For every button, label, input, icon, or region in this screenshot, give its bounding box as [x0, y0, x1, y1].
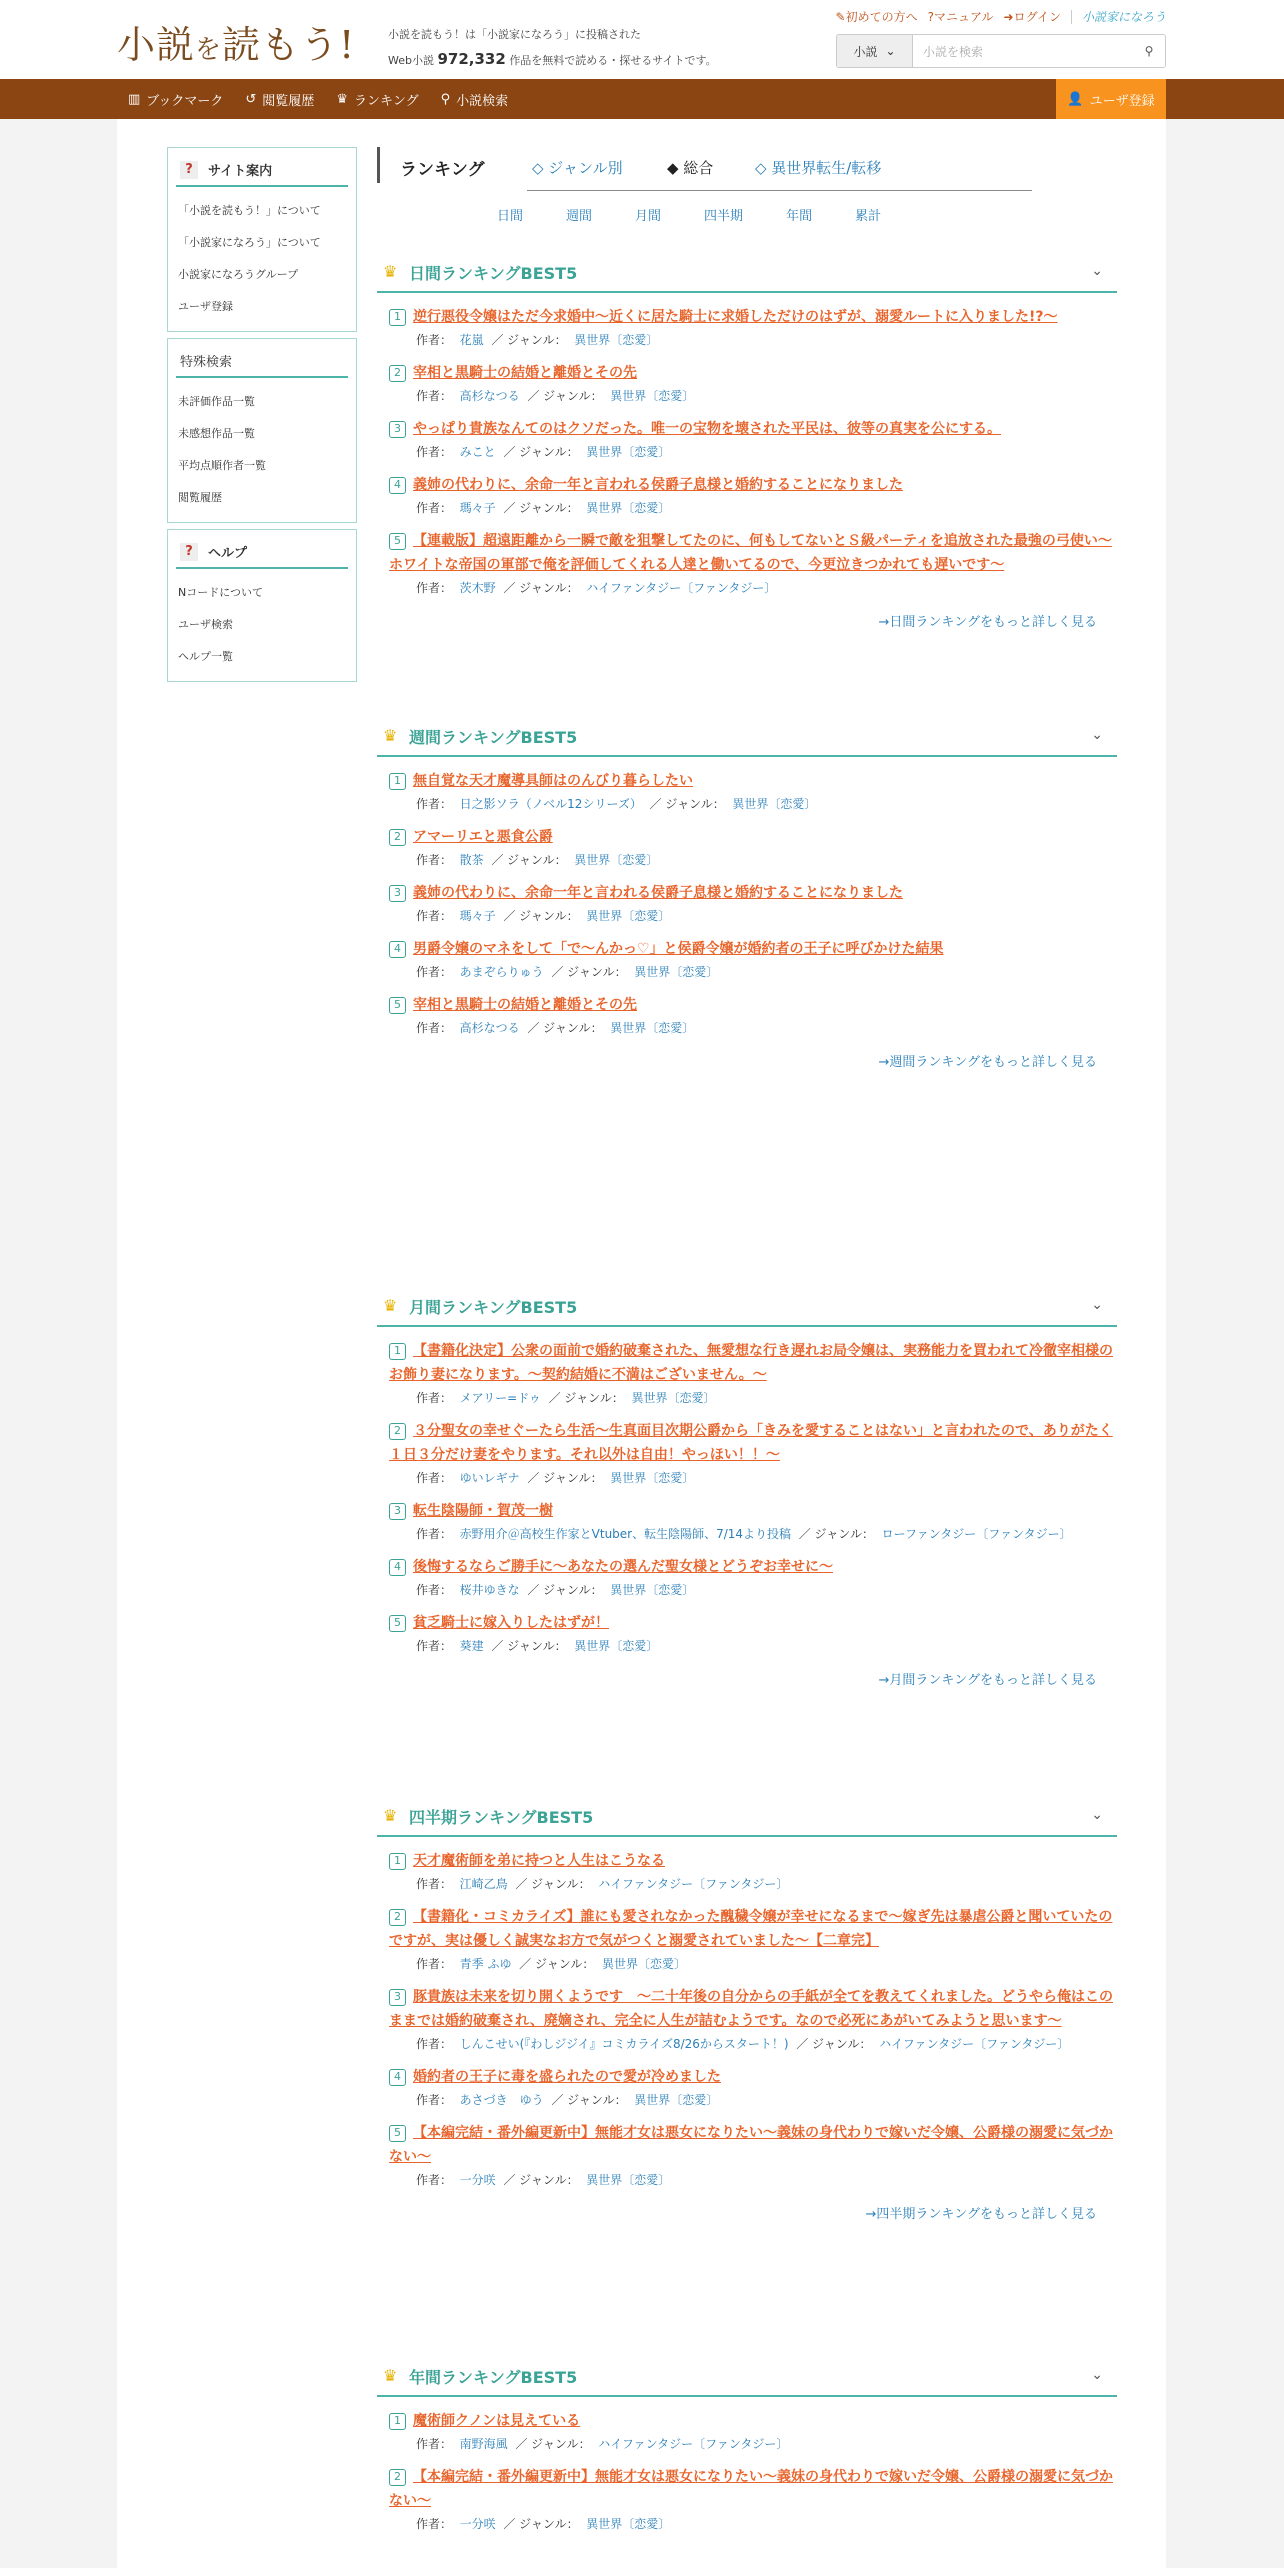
novel-title-link[interactable]: 3 転生陰陽師・賀茂一樹	[389, 1499, 1117, 1523]
section-title: 月間ランキングBEST5	[409, 1297, 578, 1317]
rank-number: 2	[389, 1423, 406, 1440]
novel-title-link[interactable]: 1 【書籍化決定】公衆の面前で婚約破棄された、無愛想な行き遅れお局令嬢は、実務能力を買われて冷徹宰相様のお飾り妻になります。～契約結婚に不満はございません。～	[389, 1343, 1113, 1383]
sidebar-special	[167, 338, 357, 523]
author-link[interactable]: 一分咲	[459, 2173, 496, 2187]
site-header	[0, 0, 1284, 79]
genre-link[interactable]: 異世界〔恋愛〕	[634, 2093, 719, 2107]
novel-title-link[interactable]: 3 やっぱり貴族なんてのはクソだった。唯一の宝物を壊された平民は、彼等の真実を公にする。	[389, 417, 1117, 441]
author-link[interactable]: 瑪々子	[459, 501, 496, 515]
search-input[interactable]: 小説を検索	[913, 35, 1133, 67]
rank-number: 3	[389, 421, 406, 438]
desc-line1: 小説を読もう！は「小説家になろう」に投稿された	[388, 28, 641, 41]
section-title: 年間ランキングBEST5	[409, 2367, 578, 2387]
ranking-section	[377, 1287, 1117, 1688]
novel-title-link[interactable]: 3 義姉の代わりに、余命一年と言われる侯爵子息様と婚約することになりました	[389, 881, 1117, 905]
period-weekly[interactable]: 週間	[566, 209, 593, 224]
rank-number: 2	[389, 2469, 406, 2486]
list-item	[377, 825, 1117, 871]
novel-meta: 作者： 瑪々子 ／ ジャンル： 異世界〔恋愛〕	[416, 501, 671, 515]
tab-overall[interactable]: ◆ 総合	[667, 159, 714, 177]
list-item	[377, 1905, 1117, 1975]
list-item	[377, 1985, 1117, 2055]
search-button[interactable]	[1133, 35, 1165, 67]
rank-number: 1	[389, 1853, 406, 1870]
author-link[interactable]: みこと	[459, 445, 496, 459]
novel-title-link[interactable]: 5 【連載版】超遠距離から一瞬で敵を狙撃してたのに、何もしてないとＳ級パーティを追放された最強の弓使い～ホワイトな帝国の軍部で俺を評価してくれる人達と働いてるので、今更泣きつかれても遅いです～	[389, 533, 1112, 573]
genre-link[interactable]: 異世界〔恋愛〕	[732, 797, 817, 811]
section-title: 週間ランキングBEST5	[409, 727, 578, 747]
sidebar-link[interactable]: 未感想作品一覧	[178, 427, 255, 440]
novel-meta: 作者： 葵建 ／ ジャンル： 異世界〔恋愛〕	[416, 1639, 659, 1653]
novel-meta: 作者： 桜井ゆきな ／ ジャンル： 異世界〔恋愛〕	[416, 1583, 695, 1597]
genre-link[interactable]: 異世界〔恋愛〕	[574, 853, 659, 867]
main-container	[117, 119, 1166, 2568]
tab-isekai[interactable]: ◇ 異世界転生/転移	[755, 159, 882, 177]
chevron-down-icon[interactable]: ⌄	[1091, 2367, 1103, 2383]
ranking-header	[377, 147, 1097, 193]
list-item	[377, 1611, 1117, 1657]
novel-title-link[interactable]: 2 【本編完結・番外編更新中】無能才女は悪女になりたい～義妹の身代わりで嫁いだ令嬢、公爵様の溺愛に気づかない～	[389, 2469, 1113, 2509]
sidebar-guide	[167, 147, 357, 332]
genre-link[interactable]: 異世界〔恋愛〕	[586, 909, 671, 923]
author-link[interactable]: 散茶	[459, 853, 484, 867]
more-link[interactable]: →四半期ランキングをもっと詳しく見る	[865, 2207, 1097, 2222]
novel-meta: 作者： 青季 ふゆ ／ ジャンル： 異世界〔恋愛〕	[416, 1957, 687, 1971]
genre-link[interactable]: 異世界〔恋愛〕	[610, 389, 695, 403]
rank-number: 2	[389, 1909, 406, 1926]
list-icon: ▥	[128, 91, 141, 107]
sidebar-link[interactable]: 未評価作品一覧	[178, 395, 255, 408]
rank-number: 4	[389, 477, 406, 494]
list-item	[377, 1499, 1117, 1545]
chevron-down-icon[interactable]: ⌄	[1091, 727, 1103, 743]
nav-bookmark[interactable]: ▥ ブックマーク	[128, 91, 224, 109]
novel-meta: 作者： 日之影ソラ（ノベル12シリーズ） ／ ジャンル： 異世界〔恋愛〕	[416, 797, 817, 811]
genre-link[interactable]: 異世界〔恋愛〕	[610, 1021, 695, 1035]
list-item	[377, 1849, 1117, 1895]
rank-number: 1	[389, 773, 406, 790]
section-header[interactable]	[377, 717, 1117, 757]
rank-number: 3	[389, 1989, 406, 2006]
list-item	[377, 993, 1117, 1039]
section-header[interactable]	[377, 2357, 1117, 2397]
novel-meta: 作者： 散茶 ／ ジャンル： 異世界〔恋愛〕	[416, 853, 659, 867]
novel-title-link[interactable]: 5 【本編完結・番外編更新中】無能才女は悪女になりたい～義妹の身代わりで嫁いだ令嬢、公爵様の溺愛に気づかない～	[389, 2125, 1113, 2165]
genre-link[interactable]: 異世界〔恋愛〕	[586, 445, 671, 459]
sidebar-link[interactable]: ユーザ検索	[178, 618, 233, 631]
genre-link[interactable]: 異世界〔恋愛〕	[634, 965, 719, 979]
rank-number: 4	[389, 1559, 406, 1576]
main-nav	[0, 79, 1284, 119]
page-title: ランキング	[400, 160, 485, 180]
more-link[interactable]: →週間ランキングをもっと詳しく見る	[878, 1055, 1097, 1070]
genre-link[interactable]: 異世界〔恋愛〕	[586, 2517, 671, 2531]
author-link[interactable]: 青季 ふゆ	[459, 1957, 512, 1971]
sidebar-help	[167, 529, 357, 682]
sidebar-link[interactable]: ヘルプ一覧	[178, 650, 233, 663]
genre-link[interactable]: 異世界〔恋愛〕	[602, 1957, 687, 1971]
novel-meta: 作者： 高杉なつる ／ ジャンル： 異世界〔恋愛〕	[416, 389, 695, 403]
author-link[interactable]: 葵建	[459, 1639, 484, 1653]
novel-meta: 作者： ゆいレギナ ／ ジャンル： 異世界〔恋愛〕	[416, 1471, 695, 1485]
ranking-section	[377, 717, 1117, 1070]
list-item	[377, 937, 1117, 983]
genre-link[interactable]: 異世界〔恋愛〕	[586, 501, 671, 515]
section-header[interactable]	[377, 253, 1117, 293]
divider	[1071, 10, 1072, 24]
author-link[interactable]: 南野海風	[459, 2437, 508, 2451]
author-link[interactable]: 一分咲	[459, 2517, 496, 2531]
rank-number: 5	[389, 533, 406, 550]
rank-number: 5	[389, 1615, 406, 1632]
novel-meta: 作者： 南野海風 ／ ジャンル： ハイファンタジー〔ファンタジー〕	[416, 2437, 789, 2451]
list-item	[377, 769, 1117, 815]
list-item	[377, 881, 1117, 927]
period-monthly[interactable]: 月間	[635, 209, 662, 224]
work-count: 972,332	[437, 50, 506, 68]
search-icon: ⚲	[1144, 44, 1154, 58]
novel-meta: 作者： あさづき ゆう ／ ジャンル： 異世界〔恋愛〕	[416, 2093, 719, 2107]
author-link[interactable]: 茨木野	[459, 581, 496, 595]
site-logo[interactable]: 小説を読もう!	[117, 23, 356, 67]
novel-title-link[interactable]: 3 豚貴族は未来を切り開くようです ～二十年後の自分からの手紙が全てを教えてくれました。どうやら俺はこのままでは婚約破棄され、廃嫡され、完全に人生が詰むようです。なので必死にあがいてみようと思います～	[389, 1989, 1113, 2029]
author-link[interactable]: しんこせい(『わしジジイ』コミカライズ8/26からスタート！)	[459, 2037, 789, 2051]
rank-number: 1	[389, 1343, 406, 1360]
chevron-down-icon[interactable]: ⌄	[1091, 1297, 1103, 1313]
crown-icon: ♛	[383, 262, 398, 281]
novel-title-link[interactable]: 4 男爵令嬢のマネをして「で〜んかっ♡」と侯爵令嬢が婚約者の王子に呼びかけた結果	[389, 937, 1117, 961]
crown-icon: ♛	[336, 91, 348, 107]
novel-meta: 作者： 高杉なつる ／ ジャンル： 異世界〔恋愛〕	[416, 1021, 695, 1035]
author-link[interactable]: 高杉なつる	[459, 389, 520, 403]
novel-meta: 作者： 一分咲 ／ ジャンル： 異世界〔恋愛〕	[416, 2173, 671, 2187]
novel-title-link[interactable]: 2 アマーリエと悪食公爵	[389, 825, 1117, 849]
section-header[interactable]	[377, 1287, 1117, 1327]
author-link[interactable]: メアリー=ドゥ	[459, 1391, 541, 1405]
genre-link[interactable]: ハイファンタジー〔ファンタジー〕	[586, 581, 777, 595]
genre-link[interactable]: 異世界〔恋愛〕	[586, 2173, 671, 2187]
top-links	[836, 8, 1166, 25]
genre-link[interactable]: ハイファンタジー〔ファンタジー〕	[598, 2437, 789, 2451]
rank-number: 1	[389, 2413, 406, 2430]
crown-icon: ♛	[383, 726, 398, 745]
crown-icon: ♛	[383, 2366, 398, 2385]
period-links	[497, 205, 924, 224]
site-description	[388, 23, 717, 73]
user-register-button[interactable]: 👤 ユーザ登録	[1056, 79, 1166, 119]
author-link[interactable]: あさづき ゆう	[459, 2093, 544, 2107]
novel-meta: 作者： 赤野用介＠高校生作家とVtuber、転生陰陽師、7/14より投稿 ／ ジャンル： ローファンタジー〔ファンタジー〕	[416, 1527, 1072, 1541]
more-link[interactable]: →月間ランキングをもっと詳しく見る	[878, 1673, 1097, 1688]
section-title: 日間ランキングBEST5	[409, 263, 578, 283]
genre-link[interactable]: 異世界〔恋愛〕	[610, 1583, 695, 1597]
search-icon: ⚲	[440, 91, 451, 107]
chevron-down-icon[interactable]: ⌄	[1091, 1807, 1103, 1823]
novel-meta: 作者： 江崎乙鳥 ／ ジャンル： ハイファンタジー〔ファンタジー〕	[416, 1877, 789, 1891]
ranking-section	[377, 2357, 1117, 2545]
novel-title-link[interactable]: 1 逆行悪役令嬢はただ今求婚中～近くに居た騎士に求婚しただけのはずが、溺愛ルートに入りました!?～	[389, 305, 1117, 329]
rank-number: 2	[389, 365, 406, 382]
novel-meta: 作者： メアリー=ドゥ ／ ジャンル： 異世界〔恋愛〕	[416, 1391, 716, 1405]
genre-link[interactable]: 異世界〔恋愛〕	[574, 333, 659, 347]
author-link[interactable]: 高杉なつる	[459, 1021, 520, 1035]
author-link[interactable]: あまぞらりゅう	[459, 965, 544, 979]
list-item	[377, 361, 1117, 407]
novel-title-link[interactable]: 4 後悔するならご勝手に～あなたの選んだ聖女様とどうぞお幸せに～	[389, 1555, 1117, 1579]
history-icon: ↺	[245, 91, 257, 107]
novel-title-link[interactable]: 2 宰相と黒騎士の結婚と離婚とその先	[389, 361, 1117, 385]
sidebar-special-title: 特殊検索	[176, 347, 348, 378]
manual-link[interactable]: ?マニュアル	[927, 10, 994, 24]
sidebar-link[interactable]: Nコードについて	[178, 586, 264, 599]
list-item	[377, 1555, 1117, 1601]
rank-number: 1	[389, 309, 406, 326]
search-bar	[836, 34, 1166, 68]
author-link[interactable]: 赤野用介＠高校生作家とVtuber、転生陰陽師、7/14より投稿	[459, 1527, 792, 1541]
author-link[interactable]: 江崎乙鳥	[459, 1877, 508, 1891]
novel-title-link[interactable]: 4 義姉の代わりに、余命一年と言われる侯爵子息様と婚約することになりました	[389, 473, 1117, 497]
period-yearly[interactable]: 年間	[786, 209, 813, 224]
section-title: 四半期ランキングBEST5	[409, 1807, 594, 1827]
chevron-down-icon: ⌄	[885, 44, 896, 58]
novel-title-link[interactable]: 2 ３分聖女の幸せぐーたら生活〜生真面目次期公爵から「きみを愛することはない」と言われたので、ありがたく１日３分だけ妻をやります。それ以外は自由！やっほい！！〜	[389, 1423, 1113, 1463]
novel-meta: 作者： 瑪々子 ／ ジャンル： 異世界〔恋愛〕	[416, 909, 671, 923]
novel-meta: 作者： あまぞらりゅう ／ ジャンル： 異世界〔恋愛〕	[416, 965, 719, 979]
ranking-section	[377, 253, 1117, 630]
title-bar	[377, 147, 380, 183]
list-item	[377, 2465, 1117, 2535]
genre-link[interactable]: ハイファンタジー〔ファンタジー〕	[598, 1877, 789, 1891]
list-item	[377, 2065, 1117, 2111]
author-link[interactable]: ゆいレギナ	[459, 1471, 520, 1485]
first-guide-link[interactable]: ✎初めての方へ	[835, 10, 918, 24]
nav-ranking[interactable]: ♛ ランキング	[336, 91, 419, 109]
more-link[interactable]: →日間ランキングをもっと詳しく見る	[878, 615, 1097, 630]
novel-title-link[interactable]: 2 【書籍化・コミカライズ】誰にも愛されなかった醜穢令嬢が幸せになるまで〜嫁ぎ先は暴虐公爵と聞いていたのですが、実は優しく誠実なお方で気がつくと溺愛されていました〜【二章完】	[389, 1909, 1113, 1949]
period-daily[interactable]: 日間	[497, 209, 524, 224]
period-quarterly[interactable]: 四半期	[704, 209, 744, 224]
sidebar-help-title: ? ヘルプ	[176, 538, 348, 569]
section-header[interactable]	[377, 1797, 1117, 1837]
list-item	[377, 2121, 1117, 2191]
list-item	[377, 417, 1117, 463]
author-link[interactable]: 桜井ゆきな	[459, 1583, 520, 1597]
genre-link[interactable]: ハイファンタジー〔ファンタジー〕	[879, 2037, 1070, 2051]
list-item	[377, 1419, 1117, 1489]
list-item	[377, 2409, 1117, 2455]
author-link[interactable]: 花嵐	[459, 333, 484, 347]
rank-number: 5	[389, 2125, 406, 2142]
genre-link[interactable]: ローファンタジー〔ファンタジー〕	[881, 1527, 1072, 1541]
author-link[interactable]: 日之影ソラ（ノベル12シリーズ）	[459, 797, 642, 811]
rank-number: 5	[389, 997, 406, 1014]
sidebar-link[interactable]: 「小説を読もう！」について	[178, 204, 321, 217]
list-item	[377, 529, 1117, 599]
genre-link[interactable]: 異世界〔恋愛〕	[574, 1639, 659, 1653]
crown-icon: ♛	[383, 1296, 398, 1315]
sidebar-guide-title: ? サイト案内	[176, 156, 348, 187]
sidebar-link[interactable]: 平均点順作者一覧	[178, 459, 266, 472]
chevron-down-icon[interactable]: ⌄	[1091, 263, 1103, 279]
novel-meta: 作者： 茨木野 ／ ジャンル： ハイファンタジー〔ファンタジー〕	[416, 581, 777, 595]
author-link[interactable]: 瑪々子	[459, 909, 496, 923]
tab-genre[interactable]: ◇ ジャンル別	[532, 159, 623, 177]
rank-number: 4	[389, 2069, 406, 2086]
novel-title-link[interactable]: 5 宰相と黒騎士の結婚と離婚とその先	[389, 993, 1117, 1017]
tab-underline	[527, 190, 1032, 191]
genre-link[interactable]: 異世界〔恋愛〕	[610, 1471, 695, 1485]
rank-number: 3	[389, 1503, 406, 1520]
question-icon: ?	[180, 161, 198, 179]
sidebar-link[interactable]: ユーザ登録	[178, 300, 233, 313]
novel-title-link[interactable]: 1 魔術師クノンは見えている	[389, 2409, 1117, 2433]
nav-history[interactable]: ↺ 閲覧履歴	[245, 91, 315, 109]
nav-search[interactable]: ⚲ 小説検索	[440, 91, 509, 109]
sidebar-link[interactable]: 閲覧履歴	[178, 491, 222, 504]
list-item	[377, 1339, 1117, 1409]
rank-number: 4	[389, 941, 406, 958]
novel-meta: 作者： みこと ／ ジャンル： 異世界〔恋愛〕	[416, 445, 671, 459]
novel-title-link[interactable]: 1 無自覚な天才魔導具師はのんびり暮らしたい	[389, 769, 1117, 793]
list-item	[377, 473, 1117, 519]
ranking-section	[377, 1797, 1117, 2222]
crown-icon: ♛	[383, 1806, 398, 1825]
genre-link[interactable]: 異世界〔恋愛〕	[631, 1391, 716, 1405]
sidebar-link[interactable]: 小説家になろうグループ	[178, 268, 299, 281]
desc-line2: Web小説 972,332 作品を無料で読める・探せるサイトです。	[388, 50, 717, 68]
novel-title-link[interactable]: 4 婚約者の王子に毒を盛られたので愛が冷めました	[389, 2065, 1117, 2089]
rank-number: 3	[389, 885, 406, 902]
narou-logo-link[interactable]: 小説家になろう	[1081, 10, 1166, 24]
novel-title-link[interactable]: 1 天才魔術師を弟に持つと人生はこうなる	[389, 1849, 1117, 1873]
novel-meta: 作者： しんこせい(『わしジジイ』コミカライズ8/26からスタート！) ／ ジャンル： ハイファンタジー〔ファンタジー〕	[416, 2037, 1070, 2051]
question-icon: ?	[180, 543, 198, 561]
login-link[interactable]: ➜ログイン	[1003, 10, 1061, 24]
novel-meta: 作者： 花嵐 ／ ジャンル： 異世界〔恋愛〕	[416, 333, 659, 347]
novel-title-link[interactable]: 5 貧乏騎士に嫁入りしたはずが！	[389, 1611, 1117, 1635]
list-item	[377, 305, 1117, 351]
sidebar-link[interactable]: 「小説家になろう」について	[178, 236, 321, 249]
novel-meta: 作者： 一分咲 ／ ジャンル： 異世界〔恋愛〕	[416, 2517, 671, 2531]
period-total[interactable]: 累計	[855, 209, 882, 224]
rank-number: 2	[389, 829, 406, 846]
search-category-select[interactable]: 小説 ⌄	[837, 35, 913, 67]
user-icon: 👤	[1067, 91, 1084, 107]
